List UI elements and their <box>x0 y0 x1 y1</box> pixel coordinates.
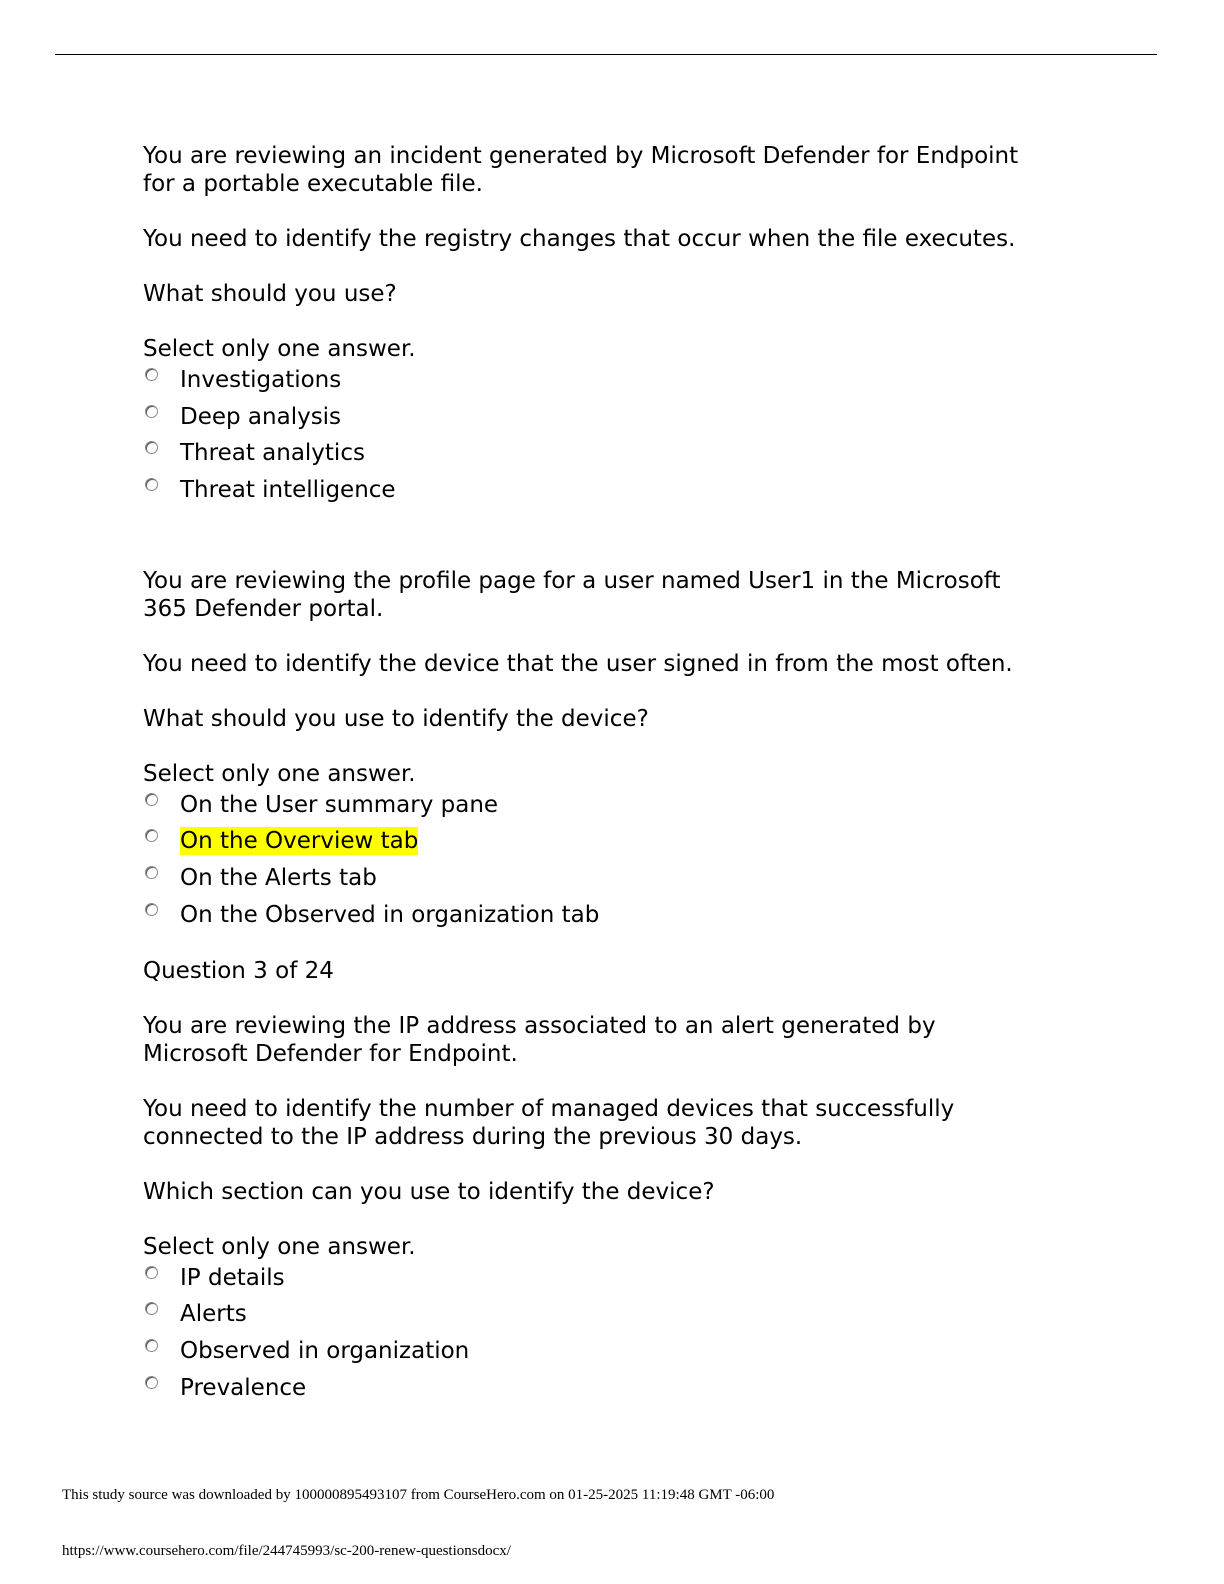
answer-option[interactable] <box>143 1337 1103 1374</box>
question-3 <box>143 957 1103 1411</box>
question-1-paragraph-2: You need to identify the registry changes that occur when the file executes. <box>143 226 1016 252</box>
radio-button[interactable] <box>145 866 158 879</box>
answer-option-label: IP details <box>180 1264 285 1291</box>
answer-option-label: Prevalence <box>180 1374 307 1401</box>
answer-option-label: Observed in organization <box>180 1337 470 1364</box>
answer-option[interactable] <box>143 439 1103 476</box>
answer-option[interactable] <box>143 901 1103 938</box>
question-1-options <box>143 366 1103 513</box>
radio-button[interactable] <box>145 478 158 491</box>
answer-option-label: Threat intelligence <box>180 477 396 504</box>
download-source-notice: This study source was downloaded by 100000895493107 from CourseHero.com on 01-25-2025 11:19:48 GMT -06:00 <box>62 1487 775 1503</box>
answer-option[interactable] <box>143 827 1103 864</box>
question-2-paragraph-1: You are reviewing the profile page for a user named User1 in the Microsoft 365 Defender portal. <box>143 567 1001 622</box>
question-3-select-label: Select only one answer. <box>143 1233 416 1260</box>
answer-option-label: Threat analytics <box>180 440 365 467</box>
top-rule <box>55 54 1157 55</box>
source-url: https://www.coursehero.com/file/244745993/sc-200-renew-questionsdocx/ <box>62 1543 511 1559</box>
question-2-paragraph-2: You need to identify the device that the user signed in from the most often. <box>143 650 1013 677</box>
radio-button[interactable] <box>145 793 158 806</box>
question-2-prompt: What should you use to identify the device? <box>143 705 649 732</box>
question-1-prompt: What should you use? <box>143 281 397 307</box>
spacer <box>143 513 1103 567</box>
highlighted-answer-label: On the Overview tab <box>180 828 419 855</box>
answer-option-label: On the Alerts tab <box>180 865 377 892</box>
question-2 <box>143 567 1103 938</box>
question-3-header: Question 3 of 24 <box>143 957 334 984</box>
question-2-options <box>143 791 1103 938</box>
question-1-paragraph-1: You are reviewing an incident generated by Microsoft Defender for Endpoint for a portable executable file. <box>143 143 1019 197</box>
answer-option-label: Investigations <box>180 367 342 393</box>
answer-option-label: Alerts <box>180 1301 247 1328</box>
answer-option[interactable] <box>143 791 1103 828</box>
document-body <box>143 142 1103 1410</box>
question-2-select-label: Select only one answer. <box>143 760 416 787</box>
answer-option-label: On the User summary pane <box>180 791 499 818</box>
question-1 <box>143 142 1103 513</box>
question-1-select-label: Select only one answer. <box>143 336 416 362</box>
answer-option[interactable] <box>143 366 1103 403</box>
answer-option[interactable] <box>143 476 1103 513</box>
answer-option[interactable] <box>143 1264 1103 1301</box>
radio-button[interactable] <box>145 1376 158 1389</box>
question-3-options <box>143 1264 1103 1411</box>
answer-option-label: On the Observed in organization tab <box>180 901 600 928</box>
radio-button[interactable] <box>145 368 158 381</box>
radio-button[interactable] <box>145 1266 158 1279</box>
answer-option-label: Deep analysis <box>180 403 342 430</box>
radio-button[interactable] <box>145 441 158 454</box>
answer-option[interactable] <box>143 1300 1103 1337</box>
answer-option[interactable] <box>143 1374 1103 1411</box>
radio-button[interactable] <box>145 1302 158 1315</box>
radio-button[interactable] <box>145 903 158 916</box>
question-3-paragraph-1: You are reviewing the IP address associated to an alert generated by Microsoft Defender for Endpoint. <box>143 1012 936 1067</box>
question-3-prompt: Which section can you use to identify the device? <box>143 1178 715 1205</box>
radio-button[interactable] <box>145 405 158 418</box>
spacer <box>143 938 1103 957</box>
question-3-paragraph-2: You need to identify the number of managed devices that successfully connected to the IP address during the previous 30 days. <box>143 1095 955 1150</box>
radio-button[interactable] <box>145 1339 158 1352</box>
answer-option[interactable] <box>143 403 1103 440</box>
radio-button[interactable] <box>145 829 158 842</box>
answer-option[interactable] <box>143 864 1103 901</box>
